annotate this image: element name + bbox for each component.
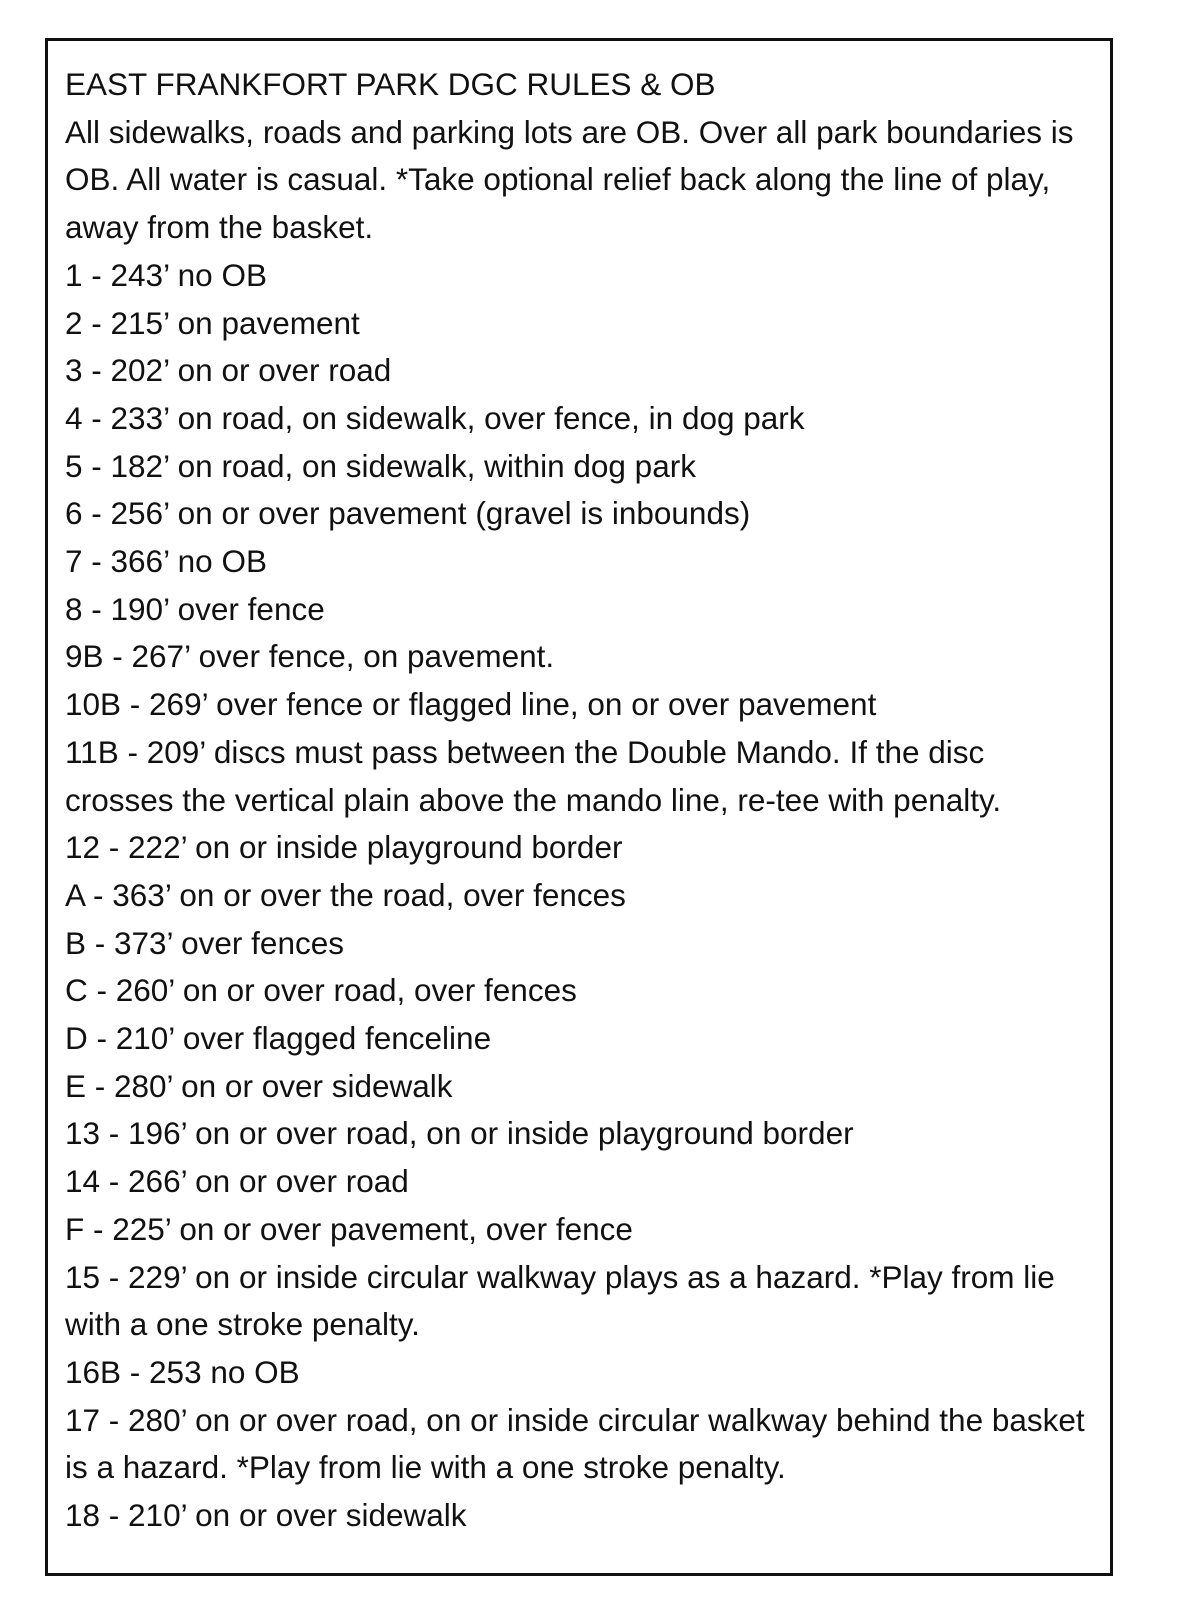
hole-rule-14: 14 - 266’ on or over road [65,1163,409,1200]
hole-rule-5: 5 - 182’ on road, on sidewalk, within dog park [65,447,696,484]
hole-rule-1: 1 - 243’ no OB [65,256,267,293]
hole-rule-b: B - 373’ over fences [65,924,344,961]
hole-rule-15: 15 - 229’ on or inside circular walkway plays as a hazard. *Play from lie with a one stroke penalty. [65,1258,1055,1343]
hole-rule-12: 12 - 222’ on or inside playground border [65,829,623,866]
hole-rule-13: 13 - 196’ on or over road, on or inside playground border [65,1115,854,1152]
hole-rule-f: F - 225’ on or over pavement, over fence [65,1210,633,1247]
hole-rule-4: 4 - 233’ on road, on sidewalk, over fence, in dog park [65,399,805,436]
hole-rule-18: 18 - 210’ on or over sidewalk [65,1497,467,1534]
hole-rule-6: 6 - 256’ on or over pavement (gravel is inbounds) [65,495,751,532]
hole-rule-16b: 16B - 253 no OB [65,1353,300,1390]
rules-sheet-border [45,38,1113,1576]
hole-rule-c: C - 260’ on or over road, over fences [65,972,577,1009]
hole-rule-3: 3 - 202’ on or over road [65,352,392,389]
hole-rule-7: 7 - 366’ no OB [65,543,267,580]
hole-rule-11b: 11B - 209’ discs must pass between the Double Mando. If the disc crosses the vertical plain above the mando line, re-tee with penalty. [65,733,1002,818]
hole-rule-a: A - 363’ on or over the road, over fences [65,876,626,913]
hole-rule-e: E - 280’ on or over sidewalk [65,1067,453,1104]
hole-rule-d: D - 210’ over flagged fenceline [65,1020,492,1057]
document-title: EAST FRANKFORT PARK DGC RULES & OB [65,66,716,102]
hole-rule-10b: 10B - 269’ over fence or flagged line, on or over pavement [65,686,877,723]
hole-rules-list [65,252,1098,1540]
hole-rule-17: 17 - 280’ on or over road, on or inside circular walkway behind the basket is a hazard. *Play from lie with a one stroke penalty. [65,1401,1085,1486]
general-rules-paragraph: All sidewalks, roads and parking lots are OB. Over all park boundaries is OB. All water is casual. *Take optional relief back along the line of play, away from the basket. [65,113,1074,246]
hole-rule-8: 8 - 190’ over fence [65,590,325,627]
hole-rule-2: 2 - 215’ on pavement [65,304,360,341]
hole-rule-9b: 9B - 267’ over fence, on pavement. [65,638,555,675]
